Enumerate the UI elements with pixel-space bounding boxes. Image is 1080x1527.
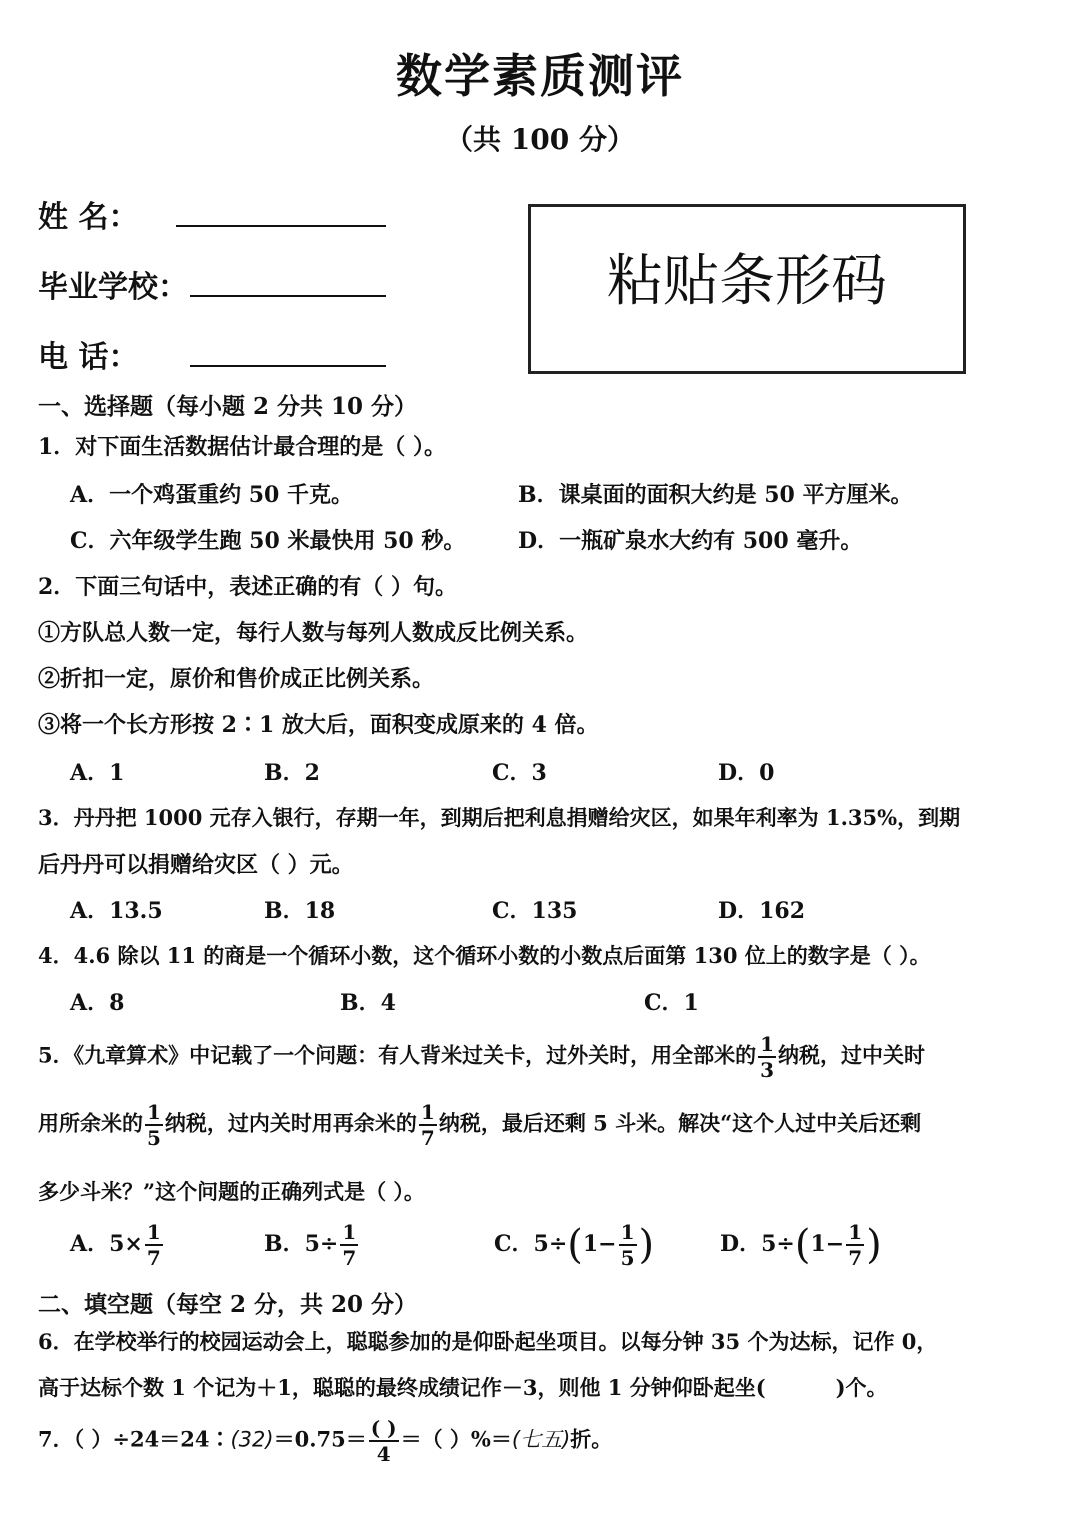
q5-line2-text-b: 纳税，过内关时用再余米的: [164, 1110, 417, 1136]
fraction-one-seventh: $\frac{1}{7}$: [342, 1220, 357, 1270]
q1-option-b: B．课桌面的面积大约是 50 平方厘米。: [518, 482, 913, 508]
fraction-one-seventh: $\frac{1}{7}$: [420, 1100, 435, 1150]
q5-option-d: D．5÷(1− $\frac{1}{7}$ ): [720, 1220, 882, 1270]
q1-option-a: A．一个鸡蛋重约 50 千克。: [70, 482, 354, 508]
fraction-one-third: $\frac{1}{3}$: [760, 1032, 775, 1082]
q4-option-c: C．1: [644, 990, 699, 1016]
q7-fraction-blank: $\frac{( )}{4}$: [370, 1416, 397, 1466]
q2-statement-1: ①方队总人数一定，每行人数与每列人数成反比例关系。: [38, 620, 589, 646]
q4-option-b: B．4: [340, 990, 396, 1016]
q5-line2: [38, 1102, 921, 1148]
q3-option-b: B．18: [264, 898, 336, 924]
exam-title: 数学素质测评: [396, 49, 684, 103]
q5-option-a: A．5× $\frac{1}{7}$: [70, 1220, 161, 1270]
q2-statement-3: ③将一个长方形按 2∶1 放大后，面积变成原来的 4 倍。: [38, 712, 599, 738]
q3-option-a: A．13.5: [70, 898, 163, 924]
fraction-one-seventh: $\frac{1}{7}$: [146, 1220, 161, 1270]
q1-stem: 1．对下面生活数据估计最合理的是（ ）。: [38, 434, 446, 460]
q5-line1-text-b: 纳税，过中关时: [778, 1042, 926, 1068]
q3-stem-line1: 3．丹丹把 1000 元存入银行，存期一年，到期后把利息捐赠给灾区，如果年利率为 1.35%，到期: [38, 805, 961, 830]
q3-stem-line2: 后丹丹可以捐赠给灾区（ ）元。: [38, 852, 354, 878]
q5-option-c: C．5÷(1− $\frac{1}{5}$ ): [494, 1220, 655, 1270]
exam-total-score: （共 100 分）: [445, 123, 635, 156]
q3-option-d: D．162: [718, 898, 806, 924]
q2-option-d: D．0: [718, 760, 775, 786]
q2-option-a: A．1: [70, 760, 125, 786]
q5-line2-text-c: 纳税，最后还剩 5 斗米。解决“这个人过中关后还剩: [438, 1110, 922, 1136]
q1-option-d: D．一瓶矿泉水大约有 500 毫升。: [518, 528, 863, 554]
q5-line3: 多少斗米？”这个问题的正确列式是（ ）。: [38, 1179, 425, 1204]
phone-label: 电 话：: [38, 340, 139, 375]
q3-option-c: C．135: [492, 898, 578, 924]
barcode-area: [528, 204, 966, 374]
name-blank[interactable]: [176, 224, 386, 227]
q4-stem: 4．4.6 除以 11 的商是一个循环小数，这个循环小数的小数点后面第 130 位上的数字是（ ）。: [38, 943, 931, 968]
q2-stem: 2．下面三句话中，表述正确的有（ ）句。: [38, 574, 457, 600]
q7-line: 7．（ ）÷24＝24∶(32)＝0.75＝ $\frac{( )}{4}$ ＝（ ）%＝(七五)折。: [38, 1416, 613, 1466]
fraction-one-seventh: $\frac{1}{7}$: [848, 1220, 863, 1270]
q2-statement-2: ②折扣一定，原价和售价成正比例关系。: [38, 666, 435, 692]
q5-line1: [38, 1034, 925, 1080]
name-label: 姓 名：: [38, 200, 139, 235]
q4-option-a: A．8: [70, 990, 125, 1016]
section-fill-heading: 二、填空题（每空 2 分，共 20 分）: [38, 1291, 418, 1318]
fraction-one-fifth: $\frac{1}{5}$: [147, 1100, 161, 1150]
school-label: 毕业学校：: [38, 270, 188, 305]
section-choice-heading: 一、选择题（每小题 2 分共 10 分）: [38, 393, 418, 420]
q7-handwritten-32: (32): [230, 1427, 274, 1452]
q6-line2: 高于达标个数 1 个记为＋1，聪聪的最终成绩记作－3，则他 1 分钟仰卧起坐( )个。: [38, 1375, 888, 1400]
phone-blank[interactable]: [190, 364, 386, 367]
barcode-label: 粘贴条形码: [607, 249, 887, 314]
q7-handwritten-discount: (七五): [511, 1427, 571, 1452]
q5-line2-text-a: 用所余米的: [38, 1110, 143, 1136]
q2-option-c: C．3: [492, 760, 547, 786]
q5-line1-text-a: 5．《九章算术》中记载了一个问题：有人背米过关卡，过外关时，用全部米的: [38, 1042, 757, 1068]
fraction-one-fifth: $\frac{1}{5}$: [620, 1220, 635, 1270]
q1-option-c: C．六年级学生跑 50 米最快用 50 秒。: [70, 528, 466, 554]
q5-option-b: B．5÷ $\frac{1}{7}$: [264, 1220, 357, 1270]
q6-line1: 6．在学校举行的校园运动会上，聪聪参加的是仰卧起坐项目。以每分钟 35 个为达标，记作 0，: [38, 1329, 938, 1354]
school-blank[interactable]: [190, 294, 386, 297]
q2-option-b: B．2: [264, 760, 320, 786]
